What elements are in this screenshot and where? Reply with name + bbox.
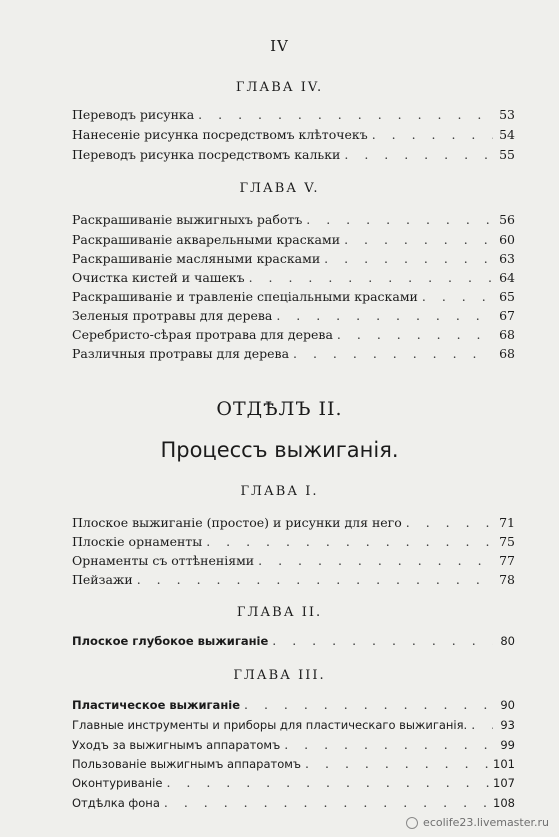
toc-entry: Переводъ рисунка . . . 53 xyxy=(72,106,515,124)
toc-entry: Орнаменты съ оттѣненіями . . . 77 xyxy=(72,552,515,570)
toc-entry: Плоское выжиганіе (простое) и рисунки для него . . . 71 xyxy=(72,514,515,532)
dot-leader xyxy=(276,307,493,325)
page-number: IV xyxy=(270,37,289,55)
dot-leader xyxy=(166,774,489,792)
part2-chapter-1-heading: ГЛАВА I. xyxy=(240,484,319,499)
toc-entry: Плоское глубокое выжиганіе . . . 80 xyxy=(72,632,515,650)
toc-entry: Серебристо-сѣрая протрава для дерева . . . 68 xyxy=(72,326,515,344)
part-2-label: ОТДѢЛЪ II. xyxy=(216,398,343,420)
dot-leader xyxy=(293,345,493,363)
toc-entry: Раскрашиваніе акварельными красками . . . 60 xyxy=(72,231,515,249)
dot-leader xyxy=(337,326,493,344)
toc-entry: Нанесеніе рисунка посредствомъ клѣточекъ . . . 54 xyxy=(72,126,515,144)
toc-entry: Пейзажи . . . 78 xyxy=(72,571,515,589)
toc-entry: Главные инструменты и приборы для пластическаго выжиганія. . . . 93 xyxy=(72,716,515,734)
dot-leader xyxy=(164,794,489,812)
toc-entry: Пластическое выжиганіе . . . 90 xyxy=(72,696,515,714)
toc-entry: Плоскіе орнаменты . . . 75 xyxy=(72,533,515,551)
part2-chapter-3-heading: ГЛАВА III. xyxy=(233,668,326,683)
dot-leader xyxy=(344,231,493,249)
toc-entry: Раскрашиваніе и травленіе спеціальными красками . . . 65 xyxy=(72,288,515,306)
dot-leader xyxy=(372,126,493,144)
chapter-5-heading: ГЛАВА V. xyxy=(239,181,320,196)
part2-chapter-2-heading: ГЛАВА II. xyxy=(236,605,323,620)
dot-leader xyxy=(206,533,493,551)
dot-leader xyxy=(422,288,493,306)
dot-leader xyxy=(471,716,493,734)
dot-leader xyxy=(198,106,493,124)
dot-leader xyxy=(344,146,493,164)
dot-leader xyxy=(406,514,493,532)
watermark xyxy=(406,816,549,829)
toc-entry: Уходъ за выжигнымъ аппаратомъ . . . 99 xyxy=(72,736,515,754)
dot-leader xyxy=(305,755,489,773)
toc-entry: Очистка кистей и чашекъ . . . 64 xyxy=(72,269,515,287)
toc-entry: Зеленыя протравы для дерева . . . 67 xyxy=(72,307,515,325)
toc-entry: Отдѣлка фона . . . 108 xyxy=(72,794,515,812)
dot-leader xyxy=(258,552,493,570)
dot-leader xyxy=(137,571,493,589)
toc-entry: Раскрашиваніе выжигныхъ работъ . . . 56 xyxy=(72,211,515,229)
dot-leader xyxy=(284,736,493,754)
watermark-text: ecolife23.livemaster.ru xyxy=(423,816,549,829)
watermark-logo-icon xyxy=(406,817,418,829)
chapter-4-heading: ГЛАВА IV. xyxy=(235,80,324,95)
part-2-title: Процессъ выжиганія. xyxy=(160,438,399,462)
dot-leader xyxy=(272,632,493,650)
dot-leader xyxy=(249,269,493,287)
dot-leader xyxy=(244,696,493,714)
toc-entry: Раскрашиваніе масляными красками . . . 63 xyxy=(72,250,515,268)
toc-entry: Пользованіе выжигнымъ аппаратомъ . . . 101 xyxy=(72,755,515,773)
toc-entry: Переводъ рисунка посредствомъ кальки . . . 55 xyxy=(72,146,515,164)
toc-entry: Различныя протравы для дерева . . . 68 xyxy=(72,345,515,363)
dot-leader xyxy=(324,250,493,268)
toc-entry: Оконтуриваніе . . . 107 xyxy=(72,774,515,792)
dot-leader xyxy=(306,211,493,229)
